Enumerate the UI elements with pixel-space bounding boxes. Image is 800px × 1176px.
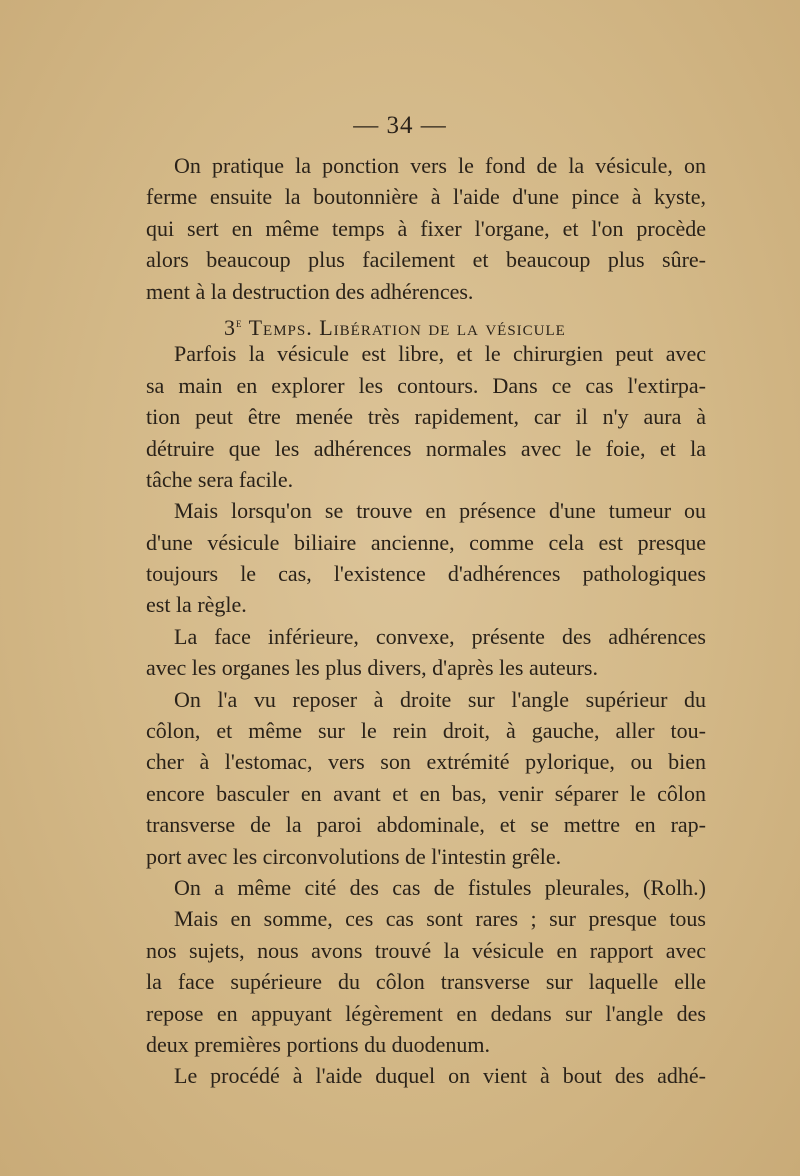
section-ordinal: 3 [224, 314, 236, 340]
paragraph-line: transverse de la paroi abdominale, et se mettre en rap- [146, 812, 706, 838]
paragraph-line: Le procédé à l'aide duquel on vient à bout des adhé- [174, 1063, 706, 1089]
paragraph-line: tion peut être menée très rapidement, car il n'y aura à [146, 404, 706, 430]
paragraph-line: deux premières portions du duodenum. [146, 1031, 490, 1057]
paragraph-line: La face inférieure, convexe, présente des adhérences [174, 623, 706, 649]
paragraph-line: ferme ensuite la boutonnière à l'aide d'une pince à kyste, [146, 184, 706, 210]
body-text [146, 150, 706, 1092]
section-ordinal-suffix: e [236, 314, 243, 330]
paragraph-line: encore basculer en avant et en bas, venir séparer le côlon [146, 780, 706, 806]
paragraph-line: ment à la destruction des adhérences. [146, 278, 474, 304]
paragraph-line: On l'a vu reposer à droite sur l'angle supérieur du [174, 686, 706, 712]
paragraph-line: d'une vésicule biliaire ancienne, comme cela est presque [146, 529, 706, 555]
paragraph-line: toujours le cas, l'existence d'adhérences pathologiques [146, 561, 706, 587]
section-heading [146, 307, 706, 338]
paragraph-line: Mais en somme, ces cas sont rares ; sur presque tous [174, 906, 706, 932]
section-title: Temps. Libération de la vésicule [248, 314, 566, 340]
paragraph-line: est la règle. [146, 592, 247, 618]
paragraph-line: avec les organes les plus divers, d'après les auteurs. [146, 655, 598, 681]
paragraph-line: Parfois la vésicule est libre, et le chirurgien peut avec [174, 341, 706, 367]
paragraph-line: la face supérieure du côlon transverse sur laquelle elle [146, 969, 706, 995]
paragraph-line: sa main en explorer les contours. Dans ce cas l'extirpa- [146, 372, 706, 398]
paragraph-line: qui sert en même temps à fixer l'organe, et l'on procède [146, 215, 706, 241]
paragraph-line: alors beaucoup plus facilement et beaucoup plus sûre- [146, 247, 706, 273]
paragraph-line: côlon, et même sur le rein droit, à gauche, aller tou- [146, 718, 706, 744]
paragraph-line: tâche sera facile. [146, 466, 294, 492]
paragraph-line: repose en appuyant légèrement en dedans sur l'angle des [146, 1000, 706, 1026]
paragraph-line: nos sujets, nous avons trouvé la vésicule en rapport avec [146, 937, 706, 963]
paragraph-line: Mais lorsqu'on se trouve en présence d'une tumeur ou [174, 498, 706, 524]
paragraph-line: détruire que les adhérences normales avec le foie, et la [146, 435, 706, 461]
paragraph-line: port avec les circonvolutions de l'intestin grêle. [146, 843, 562, 869]
paragraph-line: On pratique la ponction vers le fond de la vésicule, on [174, 153, 706, 178]
paragraph-line: cher à l'estomac, vers son extrémité pylorique, ou bien [146, 749, 706, 775]
paragraph-line: On a même cité des cas de fistules pleurales, (Rolh.) [174, 874, 706, 900]
page-number: — 34 — [353, 112, 447, 139]
